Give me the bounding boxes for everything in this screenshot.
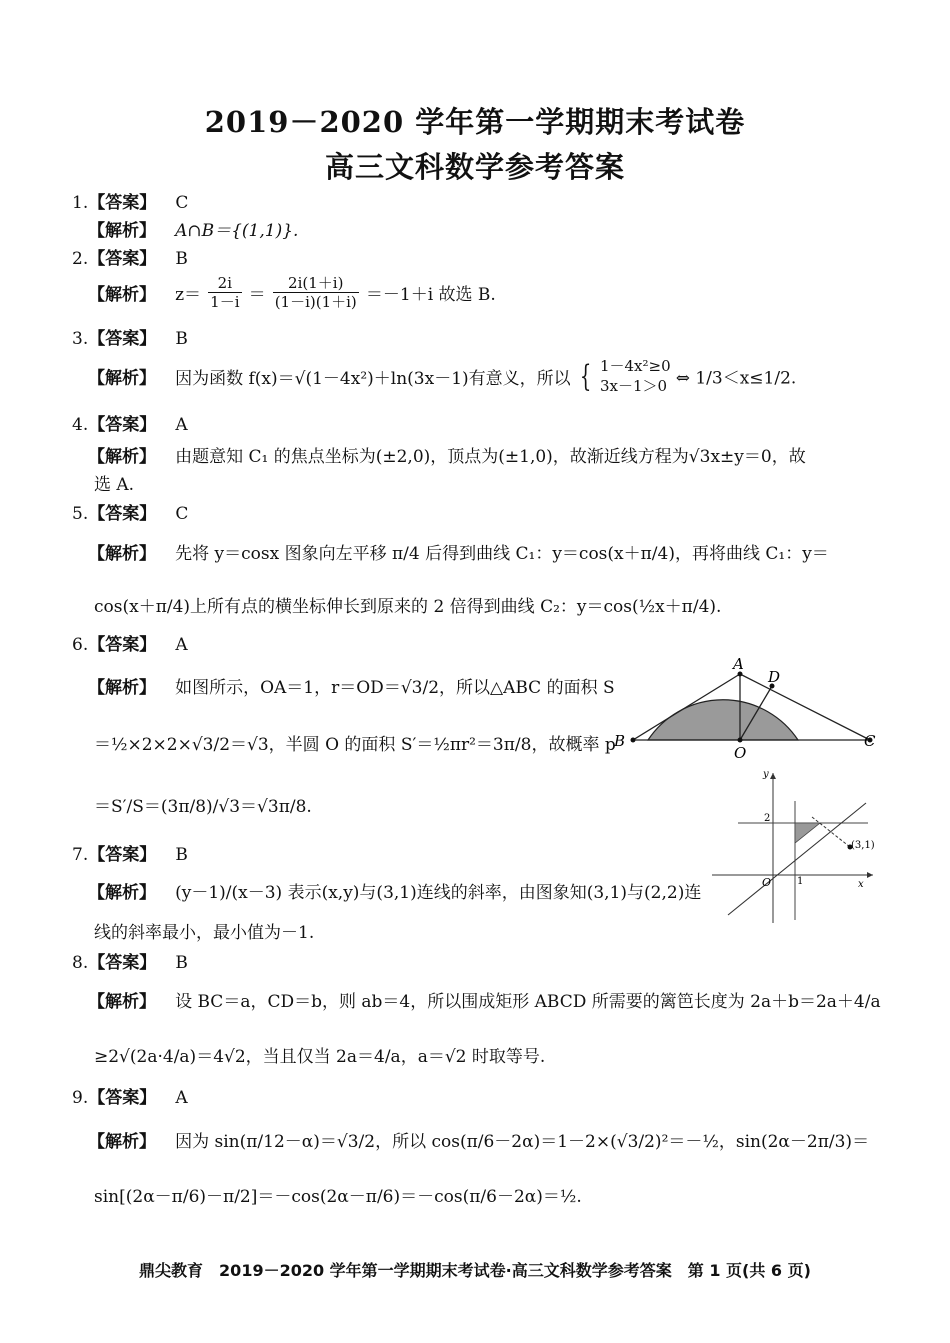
analysis-text: (y－1)/(x－3) 表示(x,y)与(3,1)连线的斜率，由图象知(3,1)与(2,2)连 (175, 883, 702, 903)
analysis-text-cont: ＝½×2×2×√3/2＝√3，半圆 O 的面积 S′＝½πr²＝3π/8，故概率 p (94, 735, 616, 755)
question-9-answer (72, 1083, 188, 1108)
question-number: 4. (72, 415, 89, 435)
answer-value: B (175, 329, 188, 349)
point-label: (3,1) (851, 840, 875, 851)
answer-value: B (175, 249, 188, 269)
analysis-label: 【解析】 (88, 1132, 156, 1152)
page-footer: 鼎尖教育 2019－2020 学年第一学期期末考试卷·高三文科数学参考答案 第 1 页(共 6 页) (139, 1261, 811, 1280)
analysis-text: 设 BC＝a，CD＝b，则 ab＝4，所以围成矩形 ABCD 所需要的篱笆长度为 2a＋b＝2a＋4/a (175, 992, 881, 1012)
analysis-label: 【解析】 (88, 447, 156, 467)
question-2-answer (72, 244, 188, 269)
axis-x-label: x (858, 879, 864, 890)
answer-label: 【答案】 (88, 504, 157, 524)
label-b: B (614, 732, 626, 750)
question-number: 1. (72, 193, 89, 213)
inequality-system: 1－4x²≥0 3x－1＞0 (599, 357, 671, 395)
question-3-answer (72, 324, 188, 349)
equals: ＝ (248, 285, 266, 305)
analysis-text: 先将 y＝cosx 图象向左平移 π/4 后得到曲线 C₁：y＝cos(x＋π/4)，再将曲线 C₁：y＝ (175, 544, 829, 564)
question-5-answer (72, 499, 188, 524)
label-a: A (733, 655, 744, 673)
page-title: 2019－2020 学年第一学期期末考试卷 (204, 105, 746, 139)
answer-label: 【答案】 (88, 249, 157, 269)
question-4-analysis (88, 442, 806, 467)
question-2-analysis (88, 274, 496, 311)
question-number: 9. (72, 1088, 89, 1108)
analysis-text-cont: cos(x＋π/4)上所有点的横坐标伸长到原来的 2 倍得到曲线 C₂：y＝cos(½x＋π/4). (94, 597, 722, 617)
analysis-text-cont: ＝S′/S＝(3π/8)/√3＝√3π/8. (94, 797, 312, 817)
page-subtitle: 高三文科数学参考答案 (324, 150, 625, 184)
analysis-text: 因为 sin(π/12－α)＝√3/2，所以 cos(π/6－2α)＝1－2×(√3/2)²＝－½，sin(2α－2π/3)＝ (175, 1132, 870, 1152)
question-number: 6. (72, 635, 89, 655)
answer-label: 【答案】 (88, 1088, 157, 1108)
brace: { (579, 358, 592, 394)
analysis-label: 【解析】 (88, 285, 156, 305)
answer-value: A (175, 635, 188, 655)
semicircle-shaded (648, 700, 798, 740)
analysis-label: 【解析】 (88, 678, 156, 698)
analysis-text: A∩B＝{(1,1)}. (175, 221, 299, 241)
question-1-analysis (88, 216, 298, 241)
analysis-text-cont: 选 A. (94, 475, 135, 495)
formula-suffix: ＝－1＋i 故选 B. (365, 285, 496, 305)
question-6-answer (72, 630, 188, 655)
question-number: 7. (72, 845, 89, 865)
fraction: $\frac{2i}{1-i}$ (210, 274, 240, 311)
answer-label: 【答案】 (88, 845, 157, 865)
analysis-text: 因为函数 f(x)＝√(1－4x²)＋ln(3x－1)有意义，所以 (175, 368, 571, 389)
tick-1: 1 (797, 876, 804, 887)
answer-value: A (175, 415, 188, 435)
question-1-answer (72, 188, 188, 213)
question-8-answer (72, 948, 188, 973)
formula-prefix: z＝ (175, 285, 202, 305)
answer-value: C (175, 504, 189, 524)
analysis-result: ⇔ 1/3＜x≤1/2. (675, 368, 797, 389)
origin-label: O (762, 876, 772, 889)
question-5-analysis (88, 539, 829, 564)
question-number: 2. (72, 249, 89, 269)
analysis-label: 【解析】 (88, 221, 156, 241)
analysis-label: 【解析】 (88, 544, 156, 564)
answer-label: 【答案】 (88, 329, 157, 349)
feasible-region (795, 823, 820, 843)
question-number: 5. (72, 504, 89, 524)
answer-label: 【答案】 (88, 635, 157, 655)
question-3-analysis (88, 356, 796, 396)
label-c: C (864, 732, 876, 750)
question-number: 3. (72, 329, 89, 349)
analysis-text-cont: sin[(2α－π/6)－π/2]＝－cos(2α－π/6)＝－cos(π/6－2α)＝½. (94, 1187, 582, 1207)
axis-y-label: y (763, 769, 769, 780)
answer-value: B (175, 845, 188, 865)
analysis-label: 【解析】 (88, 992, 156, 1012)
analysis-label: 【解析】 (88, 368, 156, 389)
question-8-analysis (88, 987, 881, 1012)
question-number: 8. (72, 953, 89, 973)
triangle-semicircle-figure (608, 652, 880, 762)
line-y-eq-x (728, 803, 866, 915)
question-9-analysis (88, 1127, 869, 1152)
answer-label: 【答案】 (88, 193, 157, 213)
answer-label: 【答案】 (88, 953, 157, 973)
answer-label: 【答案】 (88, 415, 157, 435)
coordinate-graph-figure (708, 765, 878, 925)
question-7-analysis (88, 878, 701, 903)
analysis-text-cont: ≥2√(2a·4/a)＝4√2，当且仅当 2a＝4/a，a＝√2 时取等号. (94, 1047, 546, 1067)
analysis-text-cont: 线的斜率最小，最小值为－1. (94, 923, 315, 943)
answer-value: A (175, 1088, 188, 1108)
analysis-text: 由题意知 C₁ 的焦点坐标为(±2,0)，顶点为(±1,0)，故渐近线方程为√3x±y＝0，故 (175, 447, 806, 467)
question-6-analysis (88, 673, 615, 698)
tick-2: 2 (764, 813, 771, 824)
analysis-text: 如图所示，OA＝1，r＝OD＝√3/2，所以△ABC 的面积 S (175, 678, 615, 698)
fraction: $\frac{2i(1+i)}{(1-i)(1+i)}$ (274, 274, 357, 311)
label-o: O (734, 744, 747, 762)
question-4-answer (72, 410, 188, 435)
analysis-label: 【解析】 (88, 883, 156, 903)
label-d: D (768, 668, 781, 686)
question-7-answer (72, 840, 188, 865)
answer-value: B (175, 953, 188, 973)
answer-value: C (175, 193, 189, 213)
